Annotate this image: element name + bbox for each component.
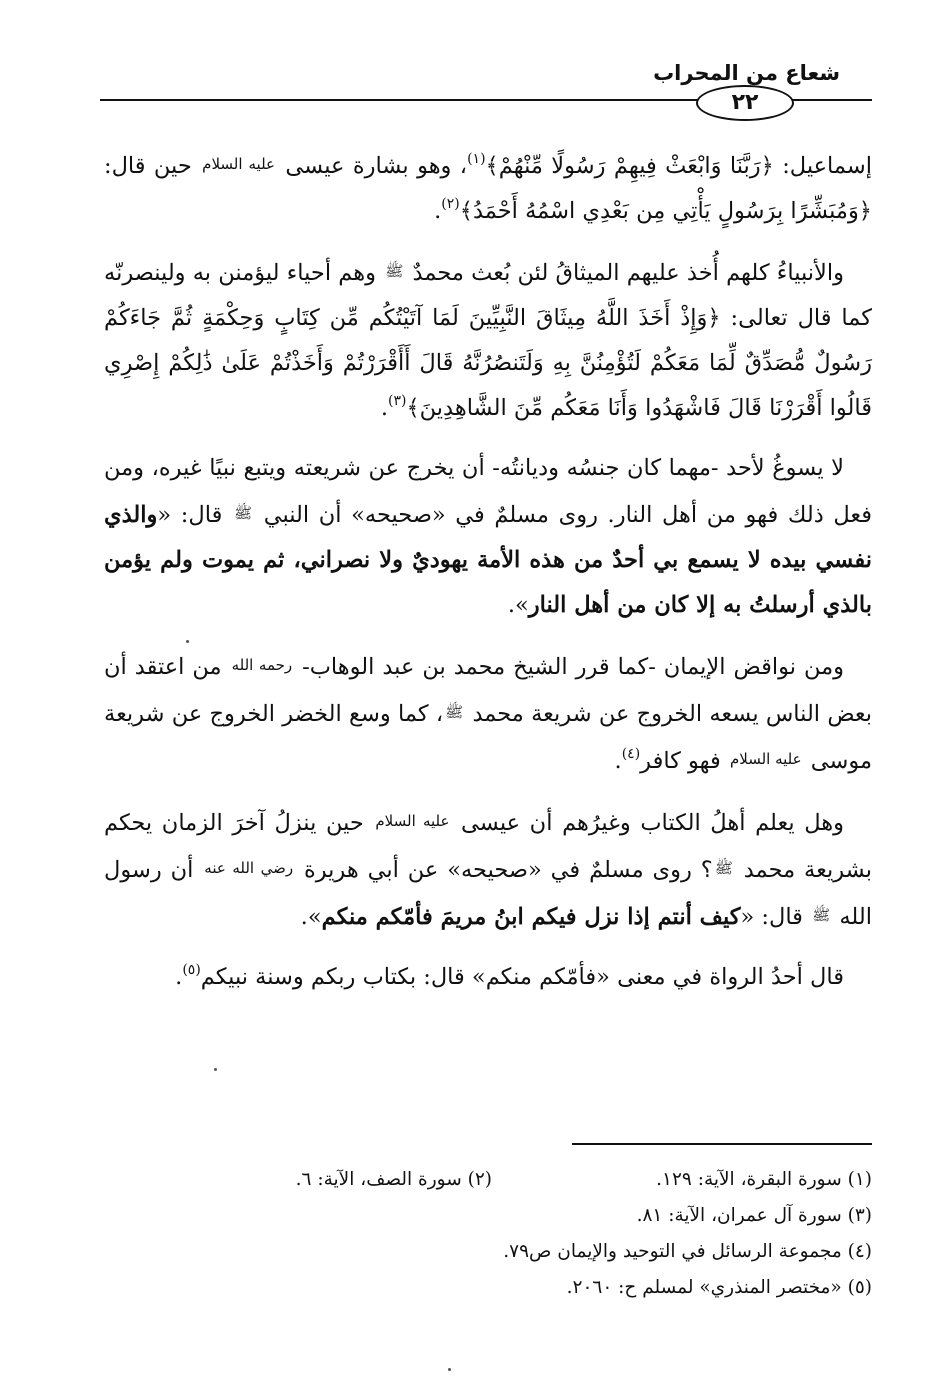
text: . [614, 748, 622, 774]
footnotes [104, 1162, 872, 1306]
text: قال: « [157, 502, 232, 528]
scan-speck [214, 1068, 217, 1071]
hadith-text: كيف أنتم إذا نزل فيكم ابنُ مريمَ فأمّكم منكم [321, 904, 741, 930]
text: إسماعيل: [773, 153, 873, 179]
salawat-honorific-icon: ﷺ [385, 262, 404, 280]
rahimahullah-honorific-icon: رحمه الله [231, 656, 293, 674]
text: . [434, 198, 442, 224]
peace-honorific-icon: عليه السلام [202, 155, 276, 173]
text: ، كما وسع الخضر الخروج عن شريعة موسى [104, 701, 872, 774]
paragraph-2 [104, 249, 872, 431]
paragraph-5 [104, 799, 872, 940]
text: لا يسوغُ لأحد -مهما كان جنسُه وديانتُه- أن يخرج عن شريعته ويتبع نبيًا غيره، ومن فعل ذلك فهو من أهل النار. روى مسلمٌ في «صحيحه» أن النبي [104, 455, 872, 528]
text: أن رسول الله [104, 857, 872, 930]
salawat-honorific-icon: ﷺ [445, 703, 464, 721]
peace-honorific-icon: عليه السلام [375, 812, 450, 830]
text: فهو كافر [640, 748, 728, 774]
footnote-ref-1: (١) [467, 151, 486, 167]
text: قال: « [740, 904, 811, 930]
text: ». [300, 904, 322, 930]
quran-verse: ﴿وَمُبَشِّرًا بِرَسُولٍ يَأْتِي مِن بَعْدِي اسْمُهُ أَحْمَدُ﴾ [459, 198, 872, 224]
body-text [104, 142, 872, 1015]
text: حين ينزلُ آخرَ الزمان يحكم بشريعة محمد [104, 810, 872, 883]
text: ، وهو بشارة عيسى [277, 153, 468, 179]
footnote-2: (٢) سورة الصف، الآية: ٦. [295, 1169, 492, 1190]
text: ومن نواقض الإيمان -كما قرر الشيخ محمد بن عبد الوهاب- [294, 654, 844, 680]
footnote-4: (٤) مجموعة الرسائل في التوحيد والإيمان ص٧٩. [503, 1241, 872, 1262]
paragraph-1 [104, 142, 872, 234]
radi-honorific-icon: رضي الله عنه [204, 859, 294, 877]
paragraph-6 [104, 955, 872, 1000]
salawat-honorific-icon: ﷺ [812, 906, 831, 924]
text: وهم أحياء ليؤمنن به ولينصرنّه كما قال تعالى: [104, 260, 873, 331]
text: قال أحدُ الرواة في معنى «فأمّكم منكم» قال: بكتاب ربكم وسنة نبيكم [200, 964, 844, 990]
peace-honorific-icon: عليه السلام [729, 750, 802, 768]
text: وهل يعلم أهلُ الكتاب وغيرُهم أن عيسى [451, 810, 844, 836]
text: والأنبياءُ كلهم أُخذ عليهم الميثاقُ لئن بُعث محمدٌ [405, 260, 845, 286]
footnote-3: (٣) سورة آل عمران، الآية: ٨١. [636, 1205, 872, 1226]
footnote-ref-2: (٢) [441, 196, 460, 212]
page-number: ٢٢ [696, 85, 794, 121]
text: ؟ روى مسلمٌ في «صحيحه» عن أبي هريرة [295, 857, 713, 883]
text: . [175, 964, 183, 990]
footnote-5: (٥) «مختصر المنذري» لمسلم ح: ٢٠٦٠. [566, 1277, 872, 1298]
text: من اعتقد أن بعض الناس يسعه الخروج عن شريعة محمد [104, 654, 872, 727]
salawat-honorific-icon: ﷺ [233, 504, 253, 522]
text: ». [507, 592, 529, 618]
scan-speck [186, 640, 189, 643]
footnote-ref-5: (٥) [182, 962, 201, 978]
text: . [380, 395, 388, 421]
quran-verse: ﴿وَإِذْ أَخَذَ اللَّهُ مِيثَاقَ النَّبِيِّينَ لَمَا آتَيْتُكُم مِّن كِتَابٍ وَحِكْمَةٍ ثُمَّ جَاءَكُمْ رَسُولٌ مُّصَدِّقٌ لِّمَا مَعَكُمْ لَتُؤْمِنُنَّ بِهِ وَلَتَنصُرُنَّهُ قَالَ أَأَقْرَرْتُمْ وَأَخَذْتُمْ عَلَىٰ ذَٰلِكُمْ إِصْرِي قَالُوا أَقْرَرْنَا قَالَ فَاشْهَدُوا وَأَنَا مَعَكُم مِّنَ الشَّاهِدِينَ﴾ [104, 305, 872, 421]
footnote-rule [572, 1143, 872, 1145]
paragraph-4 [104, 643, 872, 784]
paragraph-3 [104, 446, 872, 628]
hadith-text: والذي نفسي بيده لا يسمع بي أحدٌ من هذه الأمة يهوديٌ ولا نصراني، ثم يموت ولم يؤمن بالذي أرسلتُ به إلا كان من أهل النار [104, 502, 872, 618]
footnote-1: (١) سورة البقرة، الآية: ١٢٩. [656, 1169, 872, 1190]
footnote-ref-3: (٣) [387, 393, 407, 409]
scan-speck [448, 1368, 451, 1371]
running-title: شعاع من المحراب [653, 61, 840, 85]
salawat-honorific-icon: ﷺ [714, 859, 733, 877]
quran-verse: ﴿رَبَّنَا وَابْعَثْ فِيهِمْ رَسُولًا مِّنْهُمْ﴾ [485, 153, 774, 179]
footnote-ref-4: (٤) [621, 746, 641, 762]
footnote-row [104, 1162, 872, 1198]
text: حين قال: [104, 153, 201, 179]
